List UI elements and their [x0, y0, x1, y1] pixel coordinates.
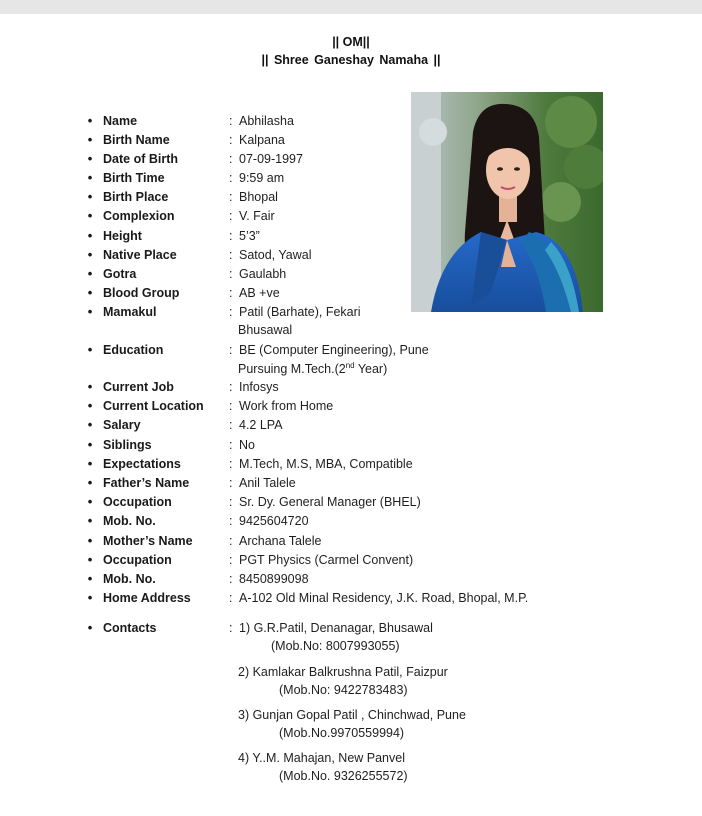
contact-4-name: 4) Y..M. Mahajan, New Panvel — [238, 751, 405, 765]
bullet: • — [87, 151, 93, 166]
contact-4-mobile: (Mob.No. 9326255572) — [279, 769, 408, 783]
detail-value: 07-09-1997 — [239, 152, 303, 166]
bullet: • — [87, 266, 93, 281]
detail-label: Complexion — [103, 209, 175, 223]
bullet: • — [87, 208, 93, 223]
header-om: || OM|| — [332, 35, 370, 49]
detail-label: Current Location — [103, 399, 204, 413]
education-pursuing-text: Pursuing M.Tech.(2 — [238, 362, 346, 376]
colon: : — [229, 418, 233, 432]
colon: : — [229, 438, 233, 452]
contact-1-name: 1) G.R.Patil, Denanagar, Bhusawal — [239, 621, 433, 635]
contact-2-mobile: (Mob.No: 9422783483) — [279, 683, 408, 697]
colon: : — [229, 553, 233, 567]
detail-value: 9425604720 — [239, 514, 309, 528]
bullet: • — [87, 113, 93, 128]
detail-label: Siblings — [103, 438, 152, 452]
detail-value-continued — [238, 362, 387, 376]
colon: : — [229, 248, 233, 262]
detail-value: BE (Computer Engineering), Pune — [239, 343, 429, 357]
detail-label: Education — [103, 343, 164, 357]
contact-3-mobile: (Mob.No.9970559994) — [279, 726, 405, 740]
ordinal-suffix: nd — [345, 360, 355, 370]
profile-photo-illustration — [411, 92, 603, 312]
detail-value: Archana Talele — [239, 534, 322, 548]
colon: : — [229, 621, 233, 635]
detail-label: Birth Time — [103, 171, 165, 185]
detail-label: Date of Birth — [103, 152, 178, 166]
education-year-text: Year) — [354, 362, 388, 376]
detail-value-continued: Bhusawal — [238, 323, 293, 337]
header-shree-ganeshay: || Shree Ganeshay Namaha || — [261, 53, 441, 67]
bullet: • — [87, 379, 93, 394]
detail-label: Blood Group — [103, 286, 180, 300]
detail-label: Mamakul — [103, 305, 157, 319]
colon: : — [229, 457, 233, 471]
detail-label: Father’s Name — [103, 476, 190, 490]
bullet: • — [87, 228, 93, 243]
detail-value: 9:59 am — [239, 171, 285, 185]
colon: : — [229, 343, 233, 357]
colon: : — [229, 591, 233, 605]
bullet: • — [87, 398, 93, 413]
detail-value: 5’3” — [239, 229, 260, 243]
detail-label: Home Address — [103, 591, 191, 605]
colon: : — [229, 267, 233, 281]
detail-label: Mob. No. — [103, 572, 156, 586]
bullet: • — [87, 456, 93, 471]
detail-value: M.Tech, M.S, MBA, Compatible — [239, 457, 413, 471]
bullet: • — [87, 513, 93, 528]
detail-value: Abhilasha — [239, 114, 294, 128]
colon: : — [229, 152, 233, 166]
colon: : — [229, 286, 233, 300]
contact-2-name: 2) Kamlakar Balkrushna Patil, Faizpur — [238, 665, 448, 679]
detail-label: Current Job — [103, 380, 174, 394]
bullet: • — [87, 170, 93, 185]
detail-label: Occupation — [103, 495, 172, 509]
detail-value: A-102 Old Minal Residency, J.K. Road, Bhopal, M.P. — [239, 591, 529, 605]
detail-value: Work from Home — [239, 399, 334, 413]
detail-value: Anil Talele — [239, 476, 296, 490]
colon: : — [229, 380, 233, 394]
colon: : — [229, 534, 233, 548]
detail-label: Mother’s Name — [103, 534, 193, 548]
detail-label: Height — [103, 229, 142, 243]
bullet: • — [87, 189, 93, 204]
detail-label: Name — [103, 114, 138, 128]
colon: : — [229, 305, 233, 319]
detail-value: No — [239, 438, 255, 452]
detail-value: Patil (Barhate), Fekari — [239, 305, 361, 319]
bullet: • — [87, 437, 93, 452]
detail-value: Sr. Dy. General Manager (BHEL) — [239, 495, 421, 509]
detail-value: Gaulabh — [239, 267, 287, 281]
contact-3-name: 3) Gunjan Gopal Patil , Chinchwad, Pune — [238, 708, 466, 722]
detail-label: Mob. No. — [103, 514, 156, 528]
top-bar — [0, 0, 702, 14]
colon: : — [229, 572, 233, 586]
bullet: • — [87, 342, 93, 357]
detail-label: Gotra — [103, 267, 137, 281]
bullet: • — [87, 132, 93, 147]
detail-value: PGT Physics (Carmel Convent) — [239, 553, 414, 567]
colon: : — [229, 114, 233, 128]
colon: : — [229, 229, 233, 243]
detail-value: Satod, Yawal — [239, 248, 312, 262]
bullet: • — [87, 475, 93, 490]
bullet: • — [87, 417, 93, 432]
detail-label: Contacts — [103, 621, 157, 635]
bullet: • — [87, 552, 93, 567]
detail-label: Occupation — [103, 553, 172, 567]
detail-label: Expectations — [103, 457, 181, 471]
colon: : — [229, 495, 233, 509]
detail-value: Infosys — [239, 380, 279, 394]
bullet: • — [87, 571, 93, 586]
detail-value: AB +ve — [239, 286, 280, 300]
bullet: • — [87, 620, 93, 635]
bullet: • — [87, 304, 93, 319]
detail-value: 4.2 LPA — [239, 418, 283, 432]
bullet: • — [87, 247, 93, 262]
bullet: • — [87, 285, 93, 300]
detail-label: Salary — [103, 418, 141, 432]
detail-value: Kalpana — [239, 133, 285, 147]
profile-photo — [411, 92, 603, 312]
contact-1-mobile: (Mob.No: 8007993055) — [271, 639, 400, 653]
bullet: • — [87, 590, 93, 605]
colon: : — [229, 133, 233, 147]
colon: : — [229, 190, 233, 204]
bullet: • — [87, 494, 93, 509]
colon: : — [229, 171, 233, 185]
detail-value: V. Fair — [239, 209, 275, 223]
detail-label: Native Place — [103, 248, 177, 262]
bullet: • — [87, 533, 93, 548]
detail-label: Birth Place — [103, 190, 169, 204]
detail-value: Bhopal — [239, 190, 278, 204]
colon: : — [229, 514, 233, 528]
detail-label: Birth Name — [103, 133, 170, 147]
colon: : — [229, 209, 233, 223]
colon: : — [229, 476, 233, 490]
colon: : — [229, 399, 233, 413]
detail-value: 8450899098 — [239, 572, 309, 586]
